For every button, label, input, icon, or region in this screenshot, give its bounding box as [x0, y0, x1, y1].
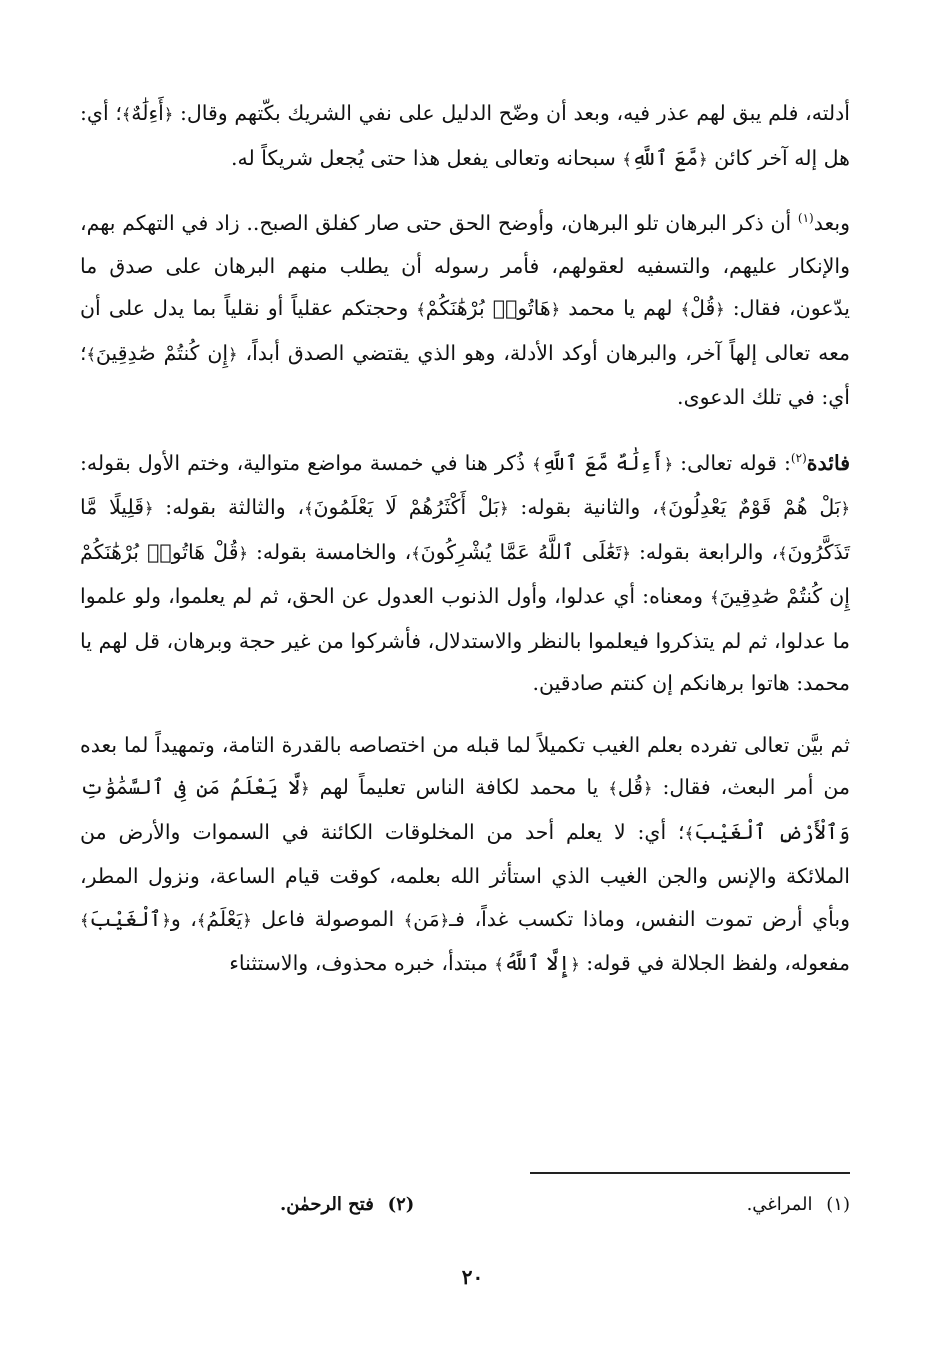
footnote-reference[interactable]: (١) [797, 211, 814, 226]
quran-quote [87, 341, 238, 365]
quran-bracket-open: ﴿ [161, 910, 171, 930]
quran-text: بَلْ هُمْ قَوْمٌ يَعْدِلُونَ [668, 495, 841, 519]
quran-text: قَلِيلًا مَّا تَذَكَّرُونَ [80, 495, 850, 564]
text-run: الموصولة فاعل [251, 906, 404, 931]
quran-quote [608, 775, 652, 799]
footnote-2-number: (٢) [387, 1194, 415, 1215]
quran-bracket-open: ﴿ [228, 344, 238, 364]
text-run: وحجتكم عقلياً أو نقلياً بما يدل على أن معه تعالى إلهاً آخر، والبرهان أوكد الأدلة، وهو الذي يقتضي الصدق أبداً، [80, 296, 850, 365]
quran-bracket-open: ﴿ [570, 955, 580, 974]
quran-quote [622, 146, 707, 170]
text-run: أن ذكر البرهان تلو البرهان، وأوضح الحق حتى صار كفلق الصبح.. زاد في التهكم بهم، والإنكار عليهم، والتسفيه لعقولهم، فأمر رسوله أن يطلب منهم البرهان على صدق ما يدّعون، فقال: [80, 211, 850, 320]
quran-quote [404, 907, 449, 931]
text-run: مفعوله، ولفظ الجلالة في قوله: [579, 951, 850, 975]
quran-bracket-close: ﴾ [622, 149, 632, 169]
footnote-2-text: فتح الرحمٰن. [280, 1194, 374, 1215]
quran-text: قُلْ هَاتُوا۟ بُرْهَٰنَكُمْ إِن كُنتُمْ صَٰدِقِينَ [80, 539, 850, 608]
text-run: أدلته، فلم يبق لهم عذر فيه، وبعد أن وضّح الدليل على نفي الشريك بكّتهم وقال: [173, 101, 850, 125]
quran-bracket-close: ﴾ [411, 543, 421, 563]
quran-bracket-close: ﴾ [403, 910, 414, 930]
footnotes [280, 1192, 850, 1218]
quran-text: قُلْ [689, 296, 716, 320]
text-run: ؛ أي: هل إله آخر كائن [80, 101, 850, 170]
quran-quote [494, 951, 579, 975]
quran-bracket-open: ﴿ [698, 149, 708, 169]
quran-bracket-close: ﴾ [121, 105, 132, 124]
quran-bracket-close: ﴾ [532, 454, 542, 474]
quran-bracket-close: ﴾ [684, 823, 694, 843]
quran-text: بَلْ أَكْثَرُهُمْ لَا يَعْلَمُونَ [313, 495, 500, 519]
text-run: سبحانه وتعالى يفعل هذا حتى يُجعل شريكاً له. [231, 145, 623, 170]
text-run: مبتدأ، خبره محذوف، والاستثناء [229, 951, 495, 975]
quran-quote [197, 907, 252, 931]
text-run: ، والرابعة بقوله: [630, 539, 779, 564]
quran-bracket-close: ﴾ [86, 344, 96, 364]
text-run: يا محمد لكافة الناس تعليماً لهم [309, 775, 609, 799]
text-run: ؛ أي: في تلك الدعوى. [80, 340, 850, 409]
quran-quote [416, 296, 560, 320]
paragraph-1 [80, 92, 850, 181]
quran-quote [122, 101, 173, 125]
footnote-1-text: المراغي. [746, 1194, 813, 1215]
footnote-separator [530, 1172, 850, 1174]
text-run: ، والثالثة بقوله: [153, 495, 305, 519]
paragraph-3 [80, 442, 850, 705]
page-body [80, 92, 850, 987]
quran-bracket-open: ﴿ [499, 499, 509, 518]
quran-bracket-open: ﴿ [550, 300, 561, 319]
quran-quote [411, 540, 631, 564]
quran-bracket-close: ﴾ [416, 300, 426, 319]
quran-bracket-open: ﴿ [715, 300, 725, 319]
quran-bracket-close: ﴾ [304, 499, 314, 518]
page-number: ٢٠ [461, 1265, 484, 1289]
quran-bracket-open: ﴿ [300, 779, 310, 798]
quran-bracket-open: ﴿ [840, 499, 850, 518]
text-run: وبعد [813, 211, 850, 235]
quran-bracket-close: ﴾ [658, 499, 669, 518]
text-run: ، والخامسة بقوله: [247, 539, 412, 564]
quran-bracket-open: ﴿ [663, 454, 674, 474]
quran-text: مَن [413, 906, 440, 931]
quran-bracket-open: ﴿ [439, 910, 450, 930]
quran-text: لَّا يَعْلَمُ مَن فِى ٱلسَّمَٰوَٰتِ وَٱلْأَرْضِ ٱلْغَيْبَ [80, 775, 850, 844]
quran-bracket-open: ﴿ [144, 499, 154, 518]
quran-text: تَعَٰلَى ٱللَّهُ عَمَّا يُشْرِكُونَ [420, 539, 622, 564]
quran-bracket-open: ﴿ [163, 105, 174, 124]
footnote-1-number: (١) [826, 1194, 850, 1215]
text-run: ؛ أي: لا يعلم أحد من المخلوقات الكائنة في السموات والأرض من الملائكة والإنس والجن الغيب الذي استأثر الله بعلمه، كوقت قيام الساعة، ونزول المطر، وبأي أرض تموت النفس، وماذا تكسب غداً، فـ [80, 819, 850, 931]
text-run: : قوله تعالى: [673, 450, 791, 475]
bold-heading: فائدة [806, 450, 851, 475]
footnote-1 [747, 1192, 850, 1218]
quran-text: قُل [617, 775, 644, 799]
quran-bracket-open: ﴿ [643, 779, 653, 798]
quran-quote [304, 495, 508, 519]
quran-bracket-close: ﴾ [196, 910, 207, 930]
quran-bracket-close: ﴾ [494, 955, 504, 974]
text-run: لهم يا محمد [560, 296, 681, 320]
quran-bracket-open: ﴿ [621, 543, 631, 563]
paragraph-4 [80, 724, 850, 987]
quran-bracket-open: ﴿ [238, 543, 248, 563]
footnote-reference[interactable]: (٢) [790, 450, 807, 465]
quran-bracket-close: ﴾ [778, 543, 788, 563]
quran-text: أَءِلَٰهٌ مَّعَ ٱللَّهِ [541, 450, 664, 475]
quran-bracket-close: ﴾ [608, 779, 618, 798]
quran-text: إِن كُنتُمْ صَٰدِقِينَ [95, 340, 229, 365]
text-run: ذُكر هنا في خمسة مواضع متوالية، وختم الأول بقوله: [80, 450, 533, 475]
quran-quote [659, 495, 850, 519]
quran-quote [532, 451, 673, 475]
quran-quote [80, 907, 171, 931]
text-run: ، و [170, 906, 197, 931]
footnote-2 [280, 1192, 414, 1218]
quran-bracket-close: ﴾ [710, 588, 720, 607]
quran-bracket-close: ﴾ [680, 300, 690, 319]
quran-bracket-open: ﴿ [242, 910, 252, 930]
paragraph-2 [80, 202, 850, 419]
quran-text: ٱلْغَيْبَ [89, 906, 162, 931]
quran-text: مَّعَ ٱللَّهِ [631, 145, 699, 170]
text-run: ثم بيَّن تعالى تفرده بعلم الغيب تكميلاً لما قبله من اختصاصه بالقدرة التامة، وتمهيداً لما بعده من أمر البعث، فقال: [80, 732, 850, 799]
quran-text: إِلَّا ٱللَّهُ [503, 951, 571, 975]
quran-bracket-close: ﴾ [80, 910, 90, 930]
quran-text: هَاتُوا۟ بُرْهَٰنَكُمْ [425, 296, 551, 320]
quran-text: يَعْلَمُ [206, 906, 243, 931]
quran-text: أَءِلَٰهٌ [131, 101, 164, 125]
quran-quote [681, 296, 725, 320]
text-run: ، والثانية بقوله: [508, 495, 659, 519]
text-run: ومعناه: أي عدلوا، وأول الذنوب العدول عن الحق، ثم لم يعلموا، ولو علموا ما عدلوا، ثم لم يتذكروا فيعلموا بالنظر والاستدلال، فأشركوا من غير حجة وبرهان، قل لهم يا محمد: هاتوا برهانكم إن كنتم صادقين. [80, 584, 850, 695]
